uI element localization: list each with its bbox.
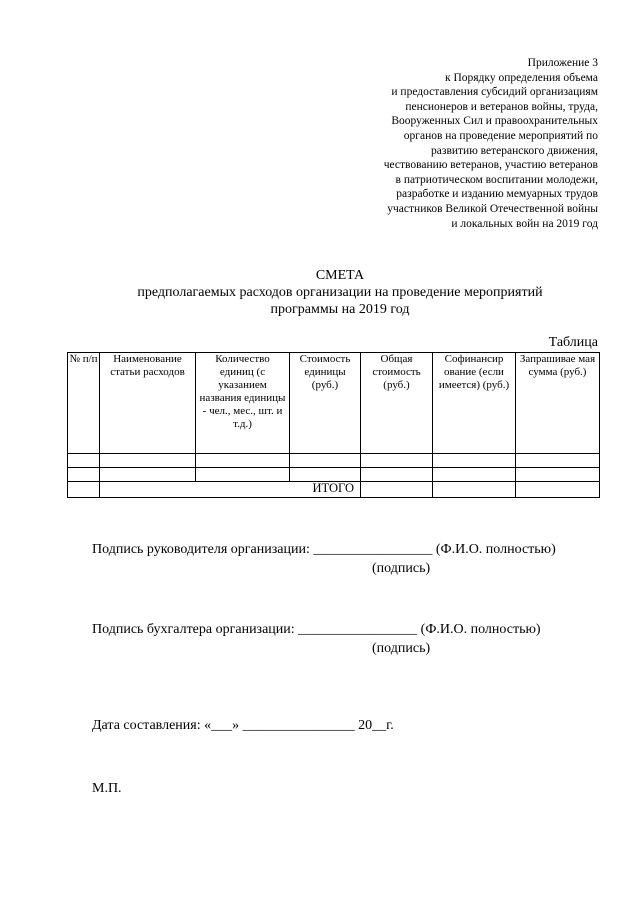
document-title bbox=[90, 267, 590, 318]
appendix-line: чествованию ветеранов, участию ветеранов bbox=[383, 159, 598, 172]
header-cell-requested: Запрашивае мая сумма (руб.) bbox=[516, 353, 600, 454]
header-cell-cofinancing: Софинансир ование (если имеется) (руб.) bbox=[433, 353, 516, 454]
appendix-line: Вооруженных Сил и правоохранительных bbox=[391, 115, 598, 128]
total-cell[interactable] bbox=[433, 482, 516, 498]
accountant-signature-label: Подпись бухгалтера организации: bbox=[92, 622, 295, 637]
header-cell-total-cost: Общая стоимость (руб.) bbox=[361, 353, 433, 454]
header-cell-item: Наименование статьи расходов bbox=[100, 353, 196, 454]
header-cell-quantity: Количество единиц (с указанием названия единицы - чел., мес., шт. и т.д.) bbox=[196, 353, 290, 454]
appendix-line: разработке и изданию мемуарных трудов bbox=[396, 188, 598, 201]
table-cell[interactable] bbox=[100, 454, 196, 468]
appendix-line: к Порядку определения объема bbox=[444, 71, 598, 84]
accountant-signature-block bbox=[92, 621, 541, 656]
total-cell[interactable] bbox=[361, 482, 433, 498]
appendix-line: Приложение 3 bbox=[527, 57, 598, 69]
title-subtitle-year: программы на 2019 год bbox=[270, 302, 410, 317]
header-cell-number: № п/п bbox=[68, 353, 100, 454]
table-cell[interactable] bbox=[361, 468, 433, 482]
appendix-line: участников Великой Отечественной войны bbox=[387, 202, 598, 215]
table-cell[interactable] bbox=[100, 468, 196, 482]
table-cell[interactable] bbox=[196, 454, 290, 468]
accountant-signature-field[interactable]: _________________ bbox=[298, 622, 418, 637]
title-heading: СМЕТА bbox=[315, 268, 365, 283]
table-cell[interactable] bbox=[290, 454, 361, 468]
date-month-field[interactable]: ________________ bbox=[242, 718, 355, 733]
total-label: ИТОГО bbox=[100, 482, 361, 498]
appendix-line: развитию ветеранского движения, bbox=[431, 144, 598, 157]
title-subtitle: предполагаемых расходов организации на проведение мероприятий bbox=[137, 285, 543, 300]
total-cell[interactable] bbox=[516, 482, 600, 498]
table-row bbox=[68, 468, 600, 482]
table-cell[interactable] bbox=[361, 454, 433, 468]
appendix-line: и предоставления субсидий организациям bbox=[391, 86, 598, 99]
appendix-line: пенсионеров и ветеранов войны, труда, bbox=[405, 100, 598, 113]
head-signature-caption: (подпись) bbox=[372, 561, 431, 576]
head-name-hint: (Ф.И.О. полностью) bbox=[435, 542, 556, 557]
date-label: Дата составления: «___» bbox=[92, 718, 240, 733]
table-cell bbox=[68, 482, 100, 498]
head-signature-block bbox=[92, 541, 556, 576]
table-cell[interactable] bbox=[433, 454, 516, 468]
accountant-name-hint: (Ф.И.О. полностью) bbox=[420, 622, 541, 637]
estimate-table bbox=[67, 352, 600, 498]
accountant-signature-caption: (подпись) bbox=[372, 641, 431, 656]
seal-placeholder: М.П. bbox=[92, 781, 122, 796]
table-cell[interactable] bbox=[68, 454, 100, 468]
date-block bbox=[92, 717, 394, 735]
table-cell[interactable] bbox=[196, 468, 290, 482]
date-year-field[interactable]: 20__г. bbox=[358, 718, 394, 733]
table-cell[interactable] bbox=[433, 468, 516, 482]
table-cell[interactable] bbox=[516, 454, 600, 468]
appendix-line: органов на проведение мероприятий по bbox=[403, 129, 598, 142]
appendix-header bbox=[298, 56, 598, 231]
table-cell[interactable] bbox=[68, 468, 100, 482]
table-header-row bbox=[68, 353, 600, 454]
head-signature-field[interactable]: _________________ bbox=[313, 542, 433, 557]
table-cell[interactable] bbox=[516, 468, 600, 482]
appendix-line: в патриотическом воспитании молодежи, bbox=[395, 173, 598, 186]
table-caption: Таблица bbox=[548, 335, 598, 350]
appendix-line: и локальных войн на 2019 год bbox=[451, 217, 598, 230]
header-cell-unit-cost: Стоимость единицы (руб.) bbox=[290, 353, 361, 454]
head-signature-label: Подпись руководителя организации: bbox=[92, 542, 310, 557]
table-row bbox=[68, 454, 600, 468]
total-row bbox=[68, 482, 600, 498]
table-cell[interactable] bbox=[290, 468, 361, 482]
